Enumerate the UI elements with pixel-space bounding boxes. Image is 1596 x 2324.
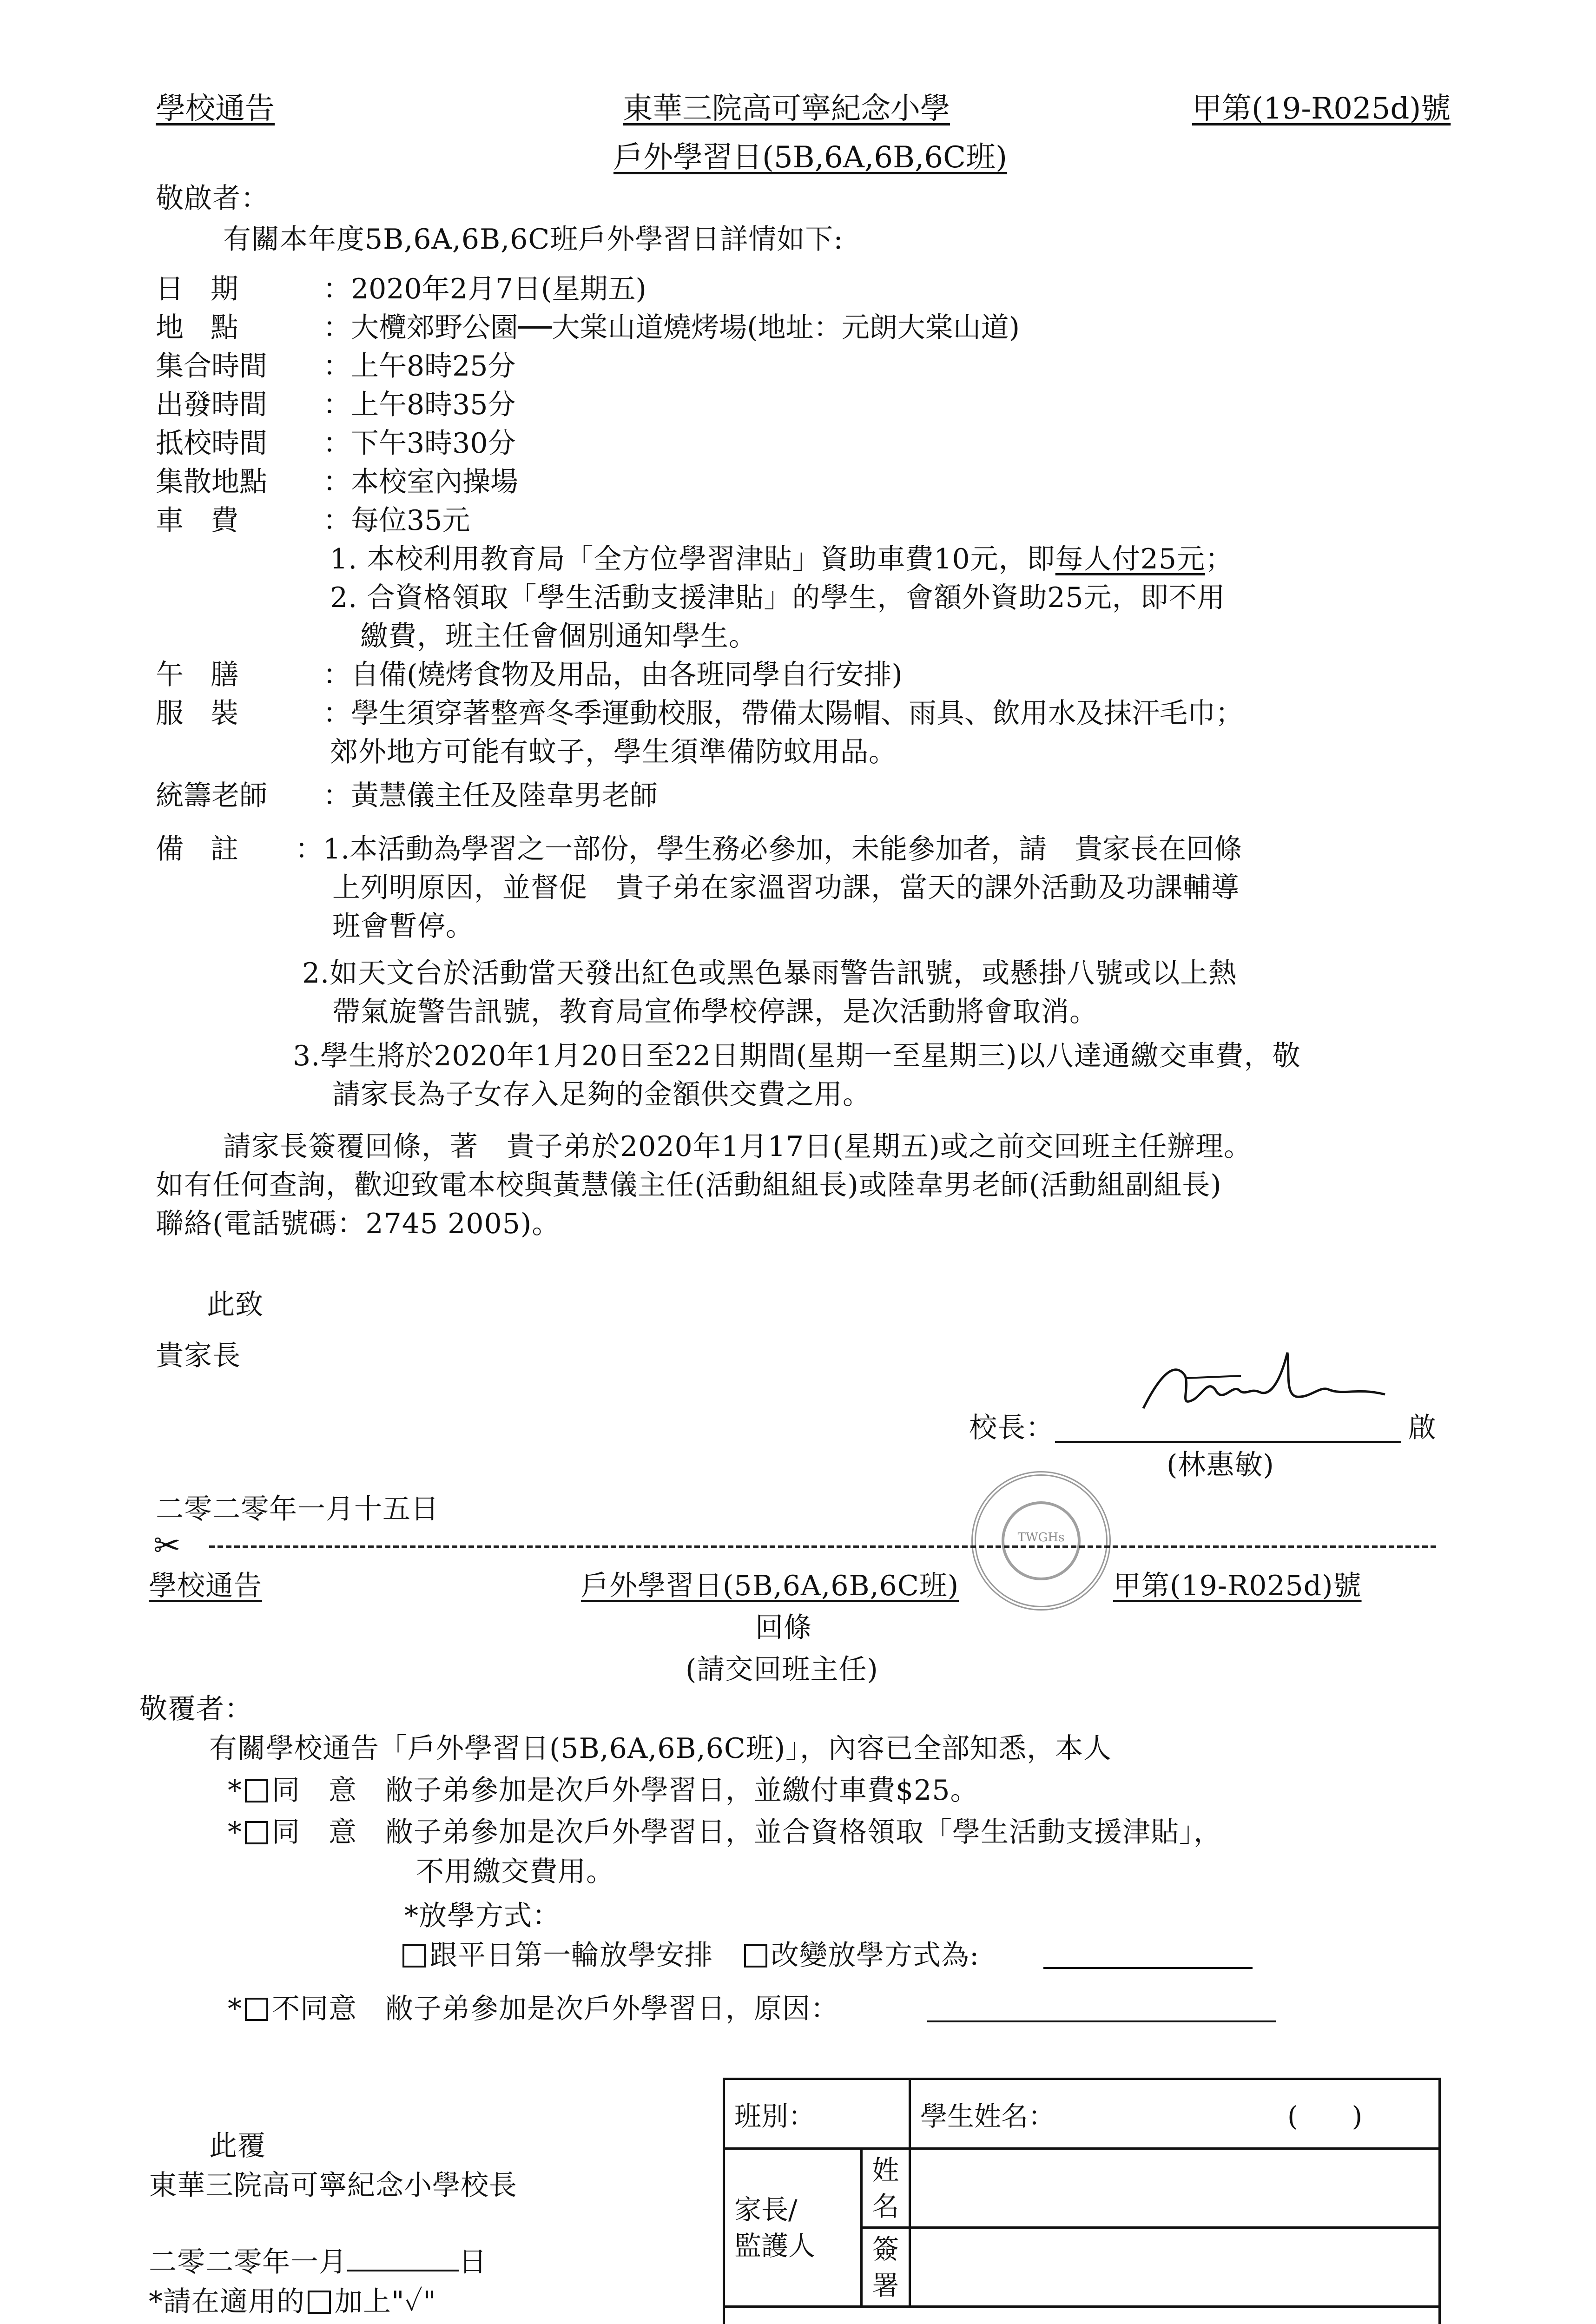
closing-line-2: 如有任何查詢，歡迎致電本校與黃慧儀主任(活動組組長)或陸韋男老師(活動組副組長)	[156, 1169, 1222, 1202]
class-cell[interactable]: 班別：	[724, 2079, 910, 2149]
signature-line	[1055, 1441, 1401, 1443]
closing-line-3: 聯絡(電話號碼：2745 2005)。	[156, 1208, 561, 1240]
dismissal-change-line[interactable]	[1043, 1967, 1253, 1969]
option-disagree[interactable]: * 不同意 敝子弟參加是次戶外學習日，原因：	[228, 1993, 839, 2025]
school-seal: TWGHs	[971, 1471, 1111, 1611]
fare-note-2: 2. 合資格領取「學生活動支援津貼」的學生，會額外資助25元，即不用	[330, 581, 1226, 614]
parent-signature-cell[interactable]	[910, 2228, 1440, 2307]
slip-intro: 有關學校通告「戶外學習日(5B,6A,6B,6C班)」，內容已全部知悉，本人	[209, 1732, 1112, 1765]
remarks-3: 3.學生將於2020年1月20日至22日期間(星期一至星期三)以八達通繳交車費，敬	[293, 1040, 1301, 1072]
detail-date: 日期 ：2020年2月7日(星期五)	[156, 273, 646, 305]
slip-ref: 甲第(19-R025d)號	[1113, 1570, 1362, 1602]
emergency-phone-cell[interactable]	[724, 2307, 1440, 2324]
principal-signature	[1134, 1343, 1394, 1422]
dismissal-options[interactable]: 跟平日第一輪放學安排 改變放學方式為:	[400, 1938, 979, 1973]
reply-to: 東華三院高可寧紀念小學校長	[149, 2169, 517, 2202]
detail-coordinator: 統籌老師 ：黃慧儀主任及陸韋男老師	[156, 779, 658, 812]
fare-note-1: 1. 本校利用教育局「全方位學習津貼」資助車費10元，即每人付25元；	[330, 543, 1234, 575]
option-agree-subsidy-cont: 不用繳交費用。	[416, 1855, 614, 1888]
student-name-cell[interactable]: 學生姓名： ( )	[910, 2079, 1440, 2149]
dismissal-label: *放學方式：	[404, 1900, 561, 1932]
remarks-2-cont: 帶氣旋警告訊號，教育局宣佈學校停課，是次活動將會取消。	[332, 996, 1098, 1028]
qi-char: 啟	[1408, 1412, 1437, 1444]
slip-sub2: (請交回班主任)	[686, 1653, 878, 1686]
parent-label-cell: 家長/ 監護人	[724, 2149, 862, 2307]
reason-line[interactable]	[927, 2020, 1276, 2022]
checkbox-dismiss-normal[interactable]	[402, 1944, 426, 1967]
detail-dress: 服裝 ：學生須穿著整齊冬季運動校服，帶備太陽帽、雨具、飲用水及抹汗毛巾；	[156, 697, 1243, 730]
remarks-2: 2.如天文台於活動當天發出紅色或黑色暴雨警告訊號，或懸掛八號或以上熱	[302, 957, 1237, 990]
school-name: 東華三院高可寧紀念小學	[623, 92, 950, 126]
salutation-1: 此致	[207, 1288, 264, 1321]
checkbox-disagree[interactable]	[245, 1998, 268, 2021]
sign-label-cell: 簽 署	[861, 2228, 910, 2307]
notice-subtitle: 戶外學習日(5B,6A,6B,6C班)	[613, 140, 1008, 175]
detail-assembly-time: 集合時間 ：上午8時25分	[156, 350, 516, 383]
notice-ref: 甲第(19-R025d)號	[1192, 92, 1451, 126]
remarks-1-cont: 上列明原因，並督促 貴子弟在家溫習功課，當天的課外活動及功課輔導	[332, 872, 1240, 904]
notice-date: 二零二零年一月十五日	[156, 1493, 439, 1525]
fare-note-2-cont: 繳費，班主任會個別通知學生。	[360, 620, 757, 653]
cut-line	[209, 1545, 1436, 1548]
tick-note: *請在適用的 加上"✓"	[149, 2285, 436, 2318]
greeting: 敬啟者：	[156, 182, 269, 215]
detail-return-time: 抵校時間 ：下午3時30分	[156, 427, 516, 460]
reply-table	[723, 2078, 1441, 2324]
notice-label: 學校通告	[156, 92, 275, 126]
checkbox-agree-subsidy[interactable]	[245, 1821, 268, 1844]
checkbox-agree-pay[interactable]	[245, 1779, 268, 1802]
detail-meeting-place: 集散地點 ：本校室內操場	[156, 466, 518, 498]
closing-line-1: 請家長簽覆回條，著 貴子弟於2020年1月17日(星期五)或之前交回班主任辦理。	[223, 1130, 1253, 1163]
reply-date-day-line[interactable]	[347, 2245, 459, 2271]
slip-greeting: 敬覆者：	[139, 1693, 253, 1725]
remarks-3-cont: 請家長為子女存入足夠的金額供交費之用。	[332, 1078, 871, 1111]
reply-close: 此覆	[209, 2130, 266, 2162]
detail-dress-cont: 郊外地方可能有蚊子，學生須準備防蚊用品。	[330, 736, 897, 768]
option-agree-subsidy[interactable]: * 同 意 敝子弟參加是次戶外學習日，並合資格領取「學生活動支援津貼」，	[228, 1816, 1222, 1849]
slip-sub1: 回條	[755, 1611, 812, 1644]
remarks-1-cont2: 班會暫停。	[332, 910, 474, 943]
reply-date: 二零二零年一月 日	[149, 2246, 487, 2278]
principal-label: 校長：	[969, 1412, 1054, 1444]
salutation-2: 貴家長	[156, 1340, 241, 1372]
detail-fare: 車費 ：每位35元	[156, 504, 470, 537]
slip-notice-label: 學校通告	[149, 1570, 262, 1602]
detail-lunch: 午膳 ：自備(燒烤食物及用品，由各班同學自行安排)	[156, 659, 903, 691]
intro: 有關本年度5B,6A,6B,6C班戶外學習日詳情如下:	[223, 223, 844, 256]
remarks-1: 備註 ：1.本活動為學習之一部份，學生務必參加，未能參加者，請 貴家長在回條	[156, 833, 1242, 865]
detail-departure-time: 出發時間 ：上午8時35分	[156, 389, 516, 421]
slip-title: 戶外學習日(5B,6A,6B,6C班)	[581, 1570, 959, 1602]
detail-place: 地點 ：大欖郊野公園──大棠山道燒烤場(地址：元朗大棠山道)	[156, 311, 1020, 344]
scissors-icon: ✂	[153, 1526, 181, 1565]
checkbox-dismiss-change[interactable]	[744, 1944, 767, 1967]
name-label-cell: 姓 名	[861, 2149, 910, 2228]
option-agree-pay[interactable]: * 同 意 敝子弟參加是次戶外學習日，並繳付車費$25。	[228, 1774, 979, 1807]
parent-name-cell[interactable]	[910, 2149, 1440, 2228]
principal-name: (林惠敏)	[1167, 1449, 1274, 1481]
